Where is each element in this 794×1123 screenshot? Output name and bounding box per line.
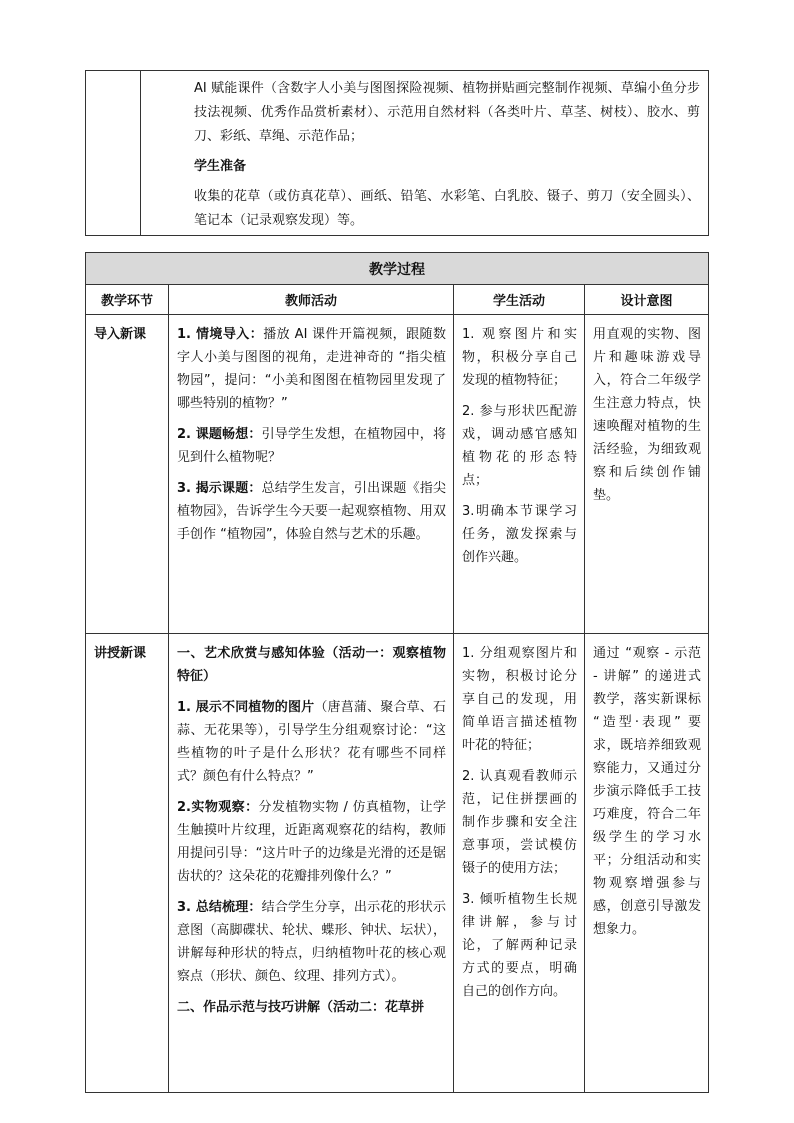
teacher-step: 1. 情境导入：播放 AI 课件开篇视频，跟随数字人小美与图图的视角，走进神奇的 “指尖植物园”，提问：“小美和图图在植物园里发现了哪些特别的植物？”: [177, 327, 447, 411]
teaching-process-table: [85, 252, 709, 1093]
teacher-step: 2. 课题畅想：引导学生发想，在植物园中，将见到什么植物呢？: [177, 427, 446, 465]
resources-content-cell: [141, 71, 709, 236]
student-step: 2. 认真观看教师示范，记住拼摆画的制作步骤和安全注意事项，尝试模仿镊子的使用方法；: [462, 769, 577, 876]
student-activity-cell: [454, 634, 585, 1093]
teacher-activity-cell: [169, 634, 454, 1093]
ai-courseware-text: AI 赋能课件（含数字人小美与图图探险视频、植物拼贴画完整制作视频、草编小鱼分步技法视频、优秀作品赏析素材）、示范用自然材料（各类叶片、草茎、树枝）、胶水、剪刀、彩纸、草绳、示范作品；: [194, 81, 700, 144]
student-step: 3. 倾听植物生长规律讲解，参与讨论，了解两种记录方式的要点，明确自己的创作方向。: [462, 892, 577, 999]
section-title: 一、艺术欣赏与感知体验（活动一：观察植物特征）: [177, 646, 446, 684]
section-title: 二、作品示范与技巧讲解（活动二：花草拼: [177, 1000, 425, 1015]
header-intent: 设计意图: [585, 285, 709, 315]
design-intent-text: 通过 “观察 - 示范 - 讲解” 的递进式教学，落实新课标 “造型·表现” 要求，既培养细致观察能力，又通过分步演示降低手工技巧难度，符合二年级学生的学习水平；分组活动和实物观察增强参与感，创意引导激发想象力。: [593, 646, 701, 937]
teacher-step: 2.实物观察：分发植物实物 / 仿真植物，让学生触摸叶片纹理，近距离观察花的结构，教师用提问引导：“这片叶子的边缘是光滑的还是锯齿状的？这朵花的花瓣排列像什么？”: [177, 800, 446, 884]
stage-cell: 讲授新课: [86, 634, 169, 1093]
stage-cell: 导入新课: [86, 315, 169, 634]
student-step: 3.明确本节课学习任务，激发探索与创作兴趣。: [462, 504, 577, 565]
student-prep-heading: 学生准备: [194, 159, 247, 174]
student-step: 1. 观察图片和实物，积极分享自己发现的植物特征；: [462, 327, 577, 388]
teacher-step: 1. 展示不同植物的图片（唐菖蒲、聚合草、石蒜、无花果等），引导学生分组观察讨论：“这些植物的叶子是什么形状？花有哪些不同样式？颜色有什么特点？”: [177, 700, 446, 784]
resources-label-cell: [86, 71, 141, 236]
resources-table: [85, 70, 709, 236]
teacher-activity-cell: [169, 315, 454, 634]
teacher-step: 3. 总结梳理：结合学生分享，出示花的形状示意图（高脚碟状、轮状、蝶形、钟状、坛状），讲解每种形状的特点，归纳植物叶花的核心观察点（形状、颜色、纹理、排列方式）。: [177, 900, 446, 984]
student-step: 2. 参与形状匹配游戏，调动感官感知植物花的形态特点；: [462, 404, 577, 488]
table-row: [86, 315, 709, 634]
design-intent-cell: [585, 634, 709, 1093]
design-intent-text: 用直观的实物、图片和趣味游戏导入，符合二年级学生注意力特点，快速唤醒对植物的生活经验，为细致观察和后续创作铺垫。: [593, 327, 701, 503]
table-row: [86, 634, 709, 1093]
header-teacher: 教师活动: [169, 285, 454, 315]
process-title: 教学过程: [86, 253, 709, 285]
teacher-step: 3. 揭示课题：总结学生发言，引出课题《指尖植物园》，告诉学生今天要一起观察植物、用双手创作 “植物园”，体验自然与艺术的乐趣。: [177, 481, 446, 542]
student-step: 1. 分组观察图片和实物，积极讨论分享自己的发现，用简单语言描述植物叶花的特征；: [462, 646, 577, 753]
design-intent-cell: [585, 315, 709, 634]
header-student: 学生活动: [454, 285, 585, 315]
header-stage: 教学环节: [86, 285, 169, 315]
student-prep-text: 收集的花草（或仿真花草）、画纸、铅笔、水彩笔、白乳胶、镊子、剪刀（安全圆头）、笔记本（记录观察发现）等。: [194, 189, 700, 228]
student-activity-cell: [454, 315, 585, 634]
